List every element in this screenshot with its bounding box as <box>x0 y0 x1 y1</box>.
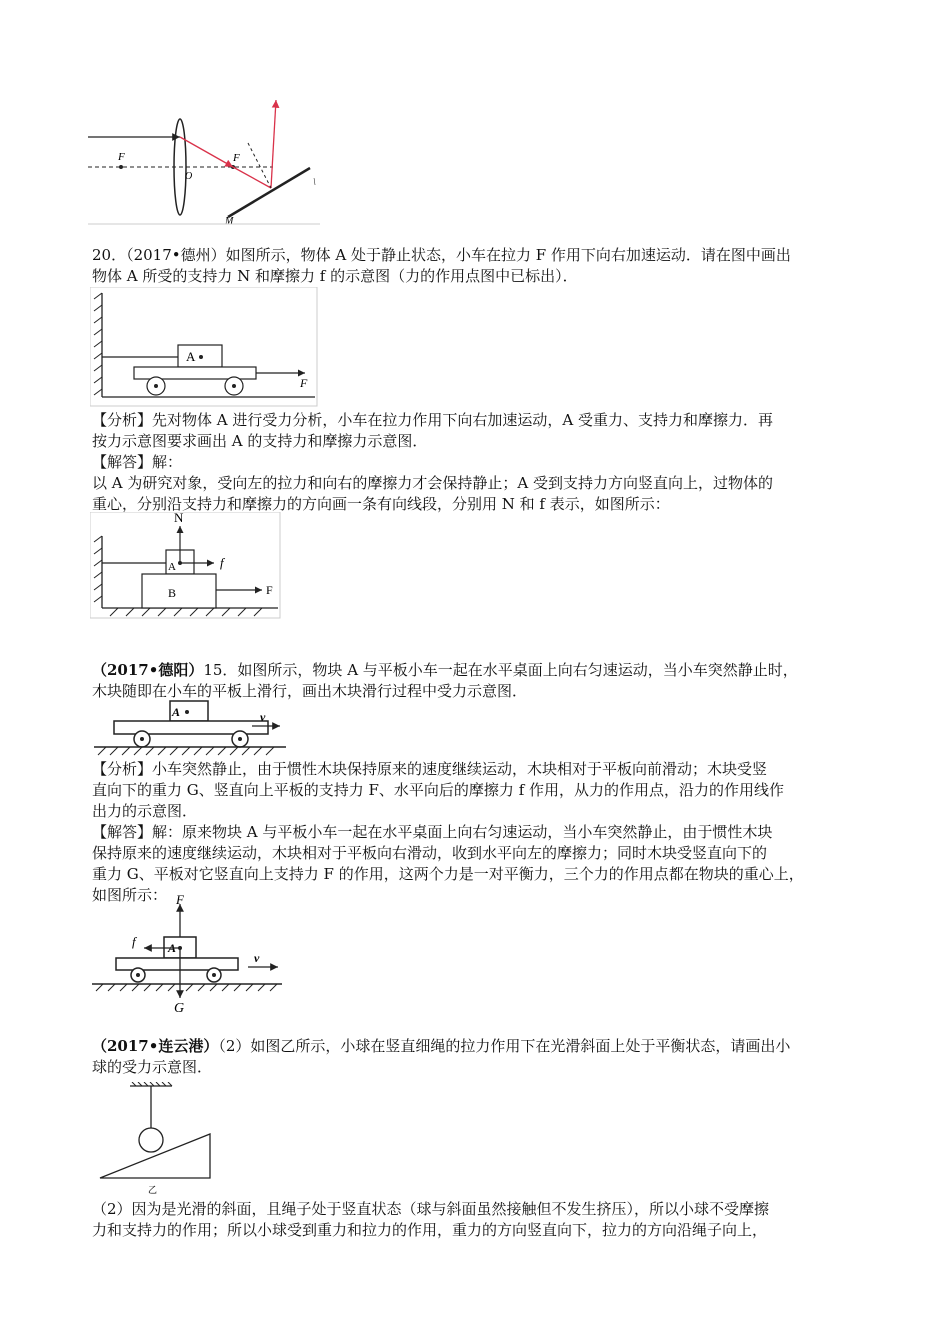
q2-answer-line2: 力和支持力的作用；所以小球受到重力和拉力的作用，重力的方向竖直向下，拉力的方向沿绳子向上， <box>92 1221 768 1239</box>
block-a-label: A <box>186 349 196 364</box>
q15-answer-line4: 如图所示： <box>92 886 168 904</box>
refracted-ray <box>180 137 233 167</box>
q20-answer-figure <box>90 512 282 620</box>
pull-force-label: F <box>266 583 273 597</box>
support-force-label: F <box>176 892 184 907</box>
q15-answer-figure <box>90 892 290 1014</box>
q15-analysis-line2: 直向下的重力 G、竖直向上平板的支持力 F、水平向后的摩擦力 f 作用，从力的作用点，沿力的作用线作 <box>92 781 785 799</box>
q20-line1: 20．（2017•德州）如图所示，物体 A 处于静止状态，小车在拉力 F 作用下向右加速运动．请在图中画出 <box>92 246 791 264</box>
q15-analysis-line1: 【分析】小车突然静止，由于惯性木块保持原来的速度继续运动，木块相对于平板向前滑动；木块受竖 <box>92 760 768 778</box>
q15-line2: 木块随即在小车的平板上滑行，画出木块滑行过程中受力示意图． <box>92 682 528 700</box>
q20-figure <box>90 287 318 407</box>
q20-analysis-line2: 按力示意图要求画出 A 的支持力和摩擦力示意图． <box>92 432 428 450</box>
q20-answer-line2: 重心，分别沿支持力和摩擦力的方向画一条有向线段，分别用 N 和 f 表示，如图所示： <box>92 495 670 513</box>
mirror <box>228 168 310 217</box>
friction-force-label: f <box>220 555 224 570</box>
reflected-ray <box>271 100 276 188</box>
q15-answer-line1: 【解答】解：原来物块 A 与平板小车一起在水平桌面上向右匀速运动，当小车突然静止，由于惯性木块 <box>92 823 773 841</box>
focus-right-label: F <box>233 152 240 164</box>
board-b-label: B <box>168 586 177 600</box>
friction-label: f <box>132 934 136 949</box>
support-force-label: N <box>174 512 184 525</box>
svg-text:\: \ <box>313 177 316 188</box>
q2-figure <box>94 1082 218 1194</box>
q15-answer-line2: 保持原来的速度继续运动，木块相对于平板向右滑动，收到水平向左的摩擦力；同时木块受竖直向下的 <box>92 844 768 862</box>
block-a-label: A <box>168 941 177 955</box>
q15-line1: （2017•德阳）15．如图所示，物块 A 与平板小车一起在水平桌面上向右匀速运动，当小车突然静止时， <box>92 661 798 679</box>
q20-line2: 物体 A 所受的支持力 N 和摩擦力 f 的示意图（力的作用点图中已标出）． <box>92 267 578 285</box>
block-a-label: A <box>172 705 181 719</box>
q15-analysis-line3: 出力的示意图． <box>92 802 198 820</box>
velocity-label: v <box>254 951 260 965</box>
board-b <box>142 574 216 608</box>
q15-figure <box>90 699 290 757</box>
ball <box>139 1128 163 1152</box>
lens-ray-diagram <box>88 95 328 225</box>
pull-force-label: F <box>300 376 308 390</box>
q2-line1: （2017•连云港）（2）如图乙所示，小球在竖直细绳的拉力作用下在光滑斜面上处于平衡状态，请画出小 <box>92 1037 791 1055</box>
figure-label: 乙 <box>148 1185 158 1194</box>
q20-answer-line1: 以 A 为研究对象，受向左的拉力和向右的摩擦力才会保持静止；A 受到支持力方向竖直向上，过物体的 <box>92 474 773 492</box>
q2-answer-line1: （2）因为是光滑的斜面，且绳子处于竖直状态（球与斜面虽然接触但不发生挤压），所以小球不受摩擦 <box>92 1200 770 1218</box>
q15-answer-line3: 重力 G、平板对它竖直向上支持力 F 的作用，这两个力是一对平衡力，三个力的作用点都在物块的重心上， <box>92 865 804 883</box>
block-a-label: A <box>168 561 176 573</box>
gravity-label: G <box>174 1001 185 1014</box>
optical-center-label: O <box>185 171 193 182</box>
q2-line2: 球的受力示意图． <box>92 1058 213 1076</box>
q20-answer-head: 【解答】解： <box>92 453 183 471</box>
velocity-label: v <box>260 710 266 724</box>
focus-left-point <box>119 165 123 169</box>
mirror-label: M <box>225 216 234 225</box>
q20-analysis-line1: 【分析】先对物体 A 进行受力分析，小车在拉力作用下向右加速运动，A 受重力、支持力和摩擦力．再 <box>92 411 773 429</box>
focus-left-label: F <box>118 151 125 163</box>
